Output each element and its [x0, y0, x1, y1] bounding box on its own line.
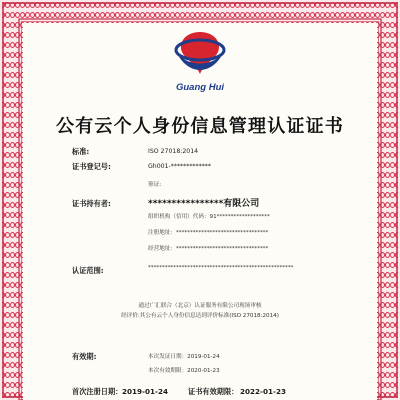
holder-name: ****************有限公司 — [148, 199, 260, 209]
guanghui-logo-icon — [170, 28, 230, 78]
statement-line-1: 通过广汇联合（北京）认证服务有限公司现场审核 — [138, 303, 262, 309]
certificate-title: 公有云个人身份信息管理认证证书 — [56, 116, 344, 137]
cert-expiry-date: 2022-01-23 — [240, 387, 286, 396]
cert-no-value: Gh001-************* — [148, 163, 211, 170]
op-address: 经营地址：********************************* — [148, 246, 269, 252]
standard-label: 标准: — [72, 147, 90, 156]
holder-label: 证书持有者: — [72, 199, 111, 208]
scope-value: **************************************************** — [148, 265, 294, 271]
cert-no-label: 证书登记号: — [72, 162, 111, 171]
org-code: 组织机构（信用）代码：91******************* — [148, 214, 270, 220]
logo-text: Guang Hui — [175, 82, 225, 93]
scope-label: 认证范围: — [72, 266, 104, 275]
standard-value: ISO 27018:2014 — [148, 148, 199, 155]
validity-label: 有效期: — [72, 352, 97, 361]
cert-expiry-label: 证书有效期限： — [188, 387, 239, 396]
first-reg-date: 2019-01-24 — [122, 387, 168, 396]
reg-address: 注册地址：********************************* — [148, 230, 269, 236]
issue-date: 本次发证日期：2019-01-24 — [148, 354, 220, 360]
statement-line-2: 经评价:其公有云个人身份信息达到评价标准(ISO 27018:2014) — [121, 313, 279, 319]
expiry-date: 本次有效期限：2020-01-23 — [148, 368, 220, 374]
first-reg-label: 首次注册日期： — [72, 387, 123, 396]
qr-label: 鉴证: — [148, 182, 162, 188]
